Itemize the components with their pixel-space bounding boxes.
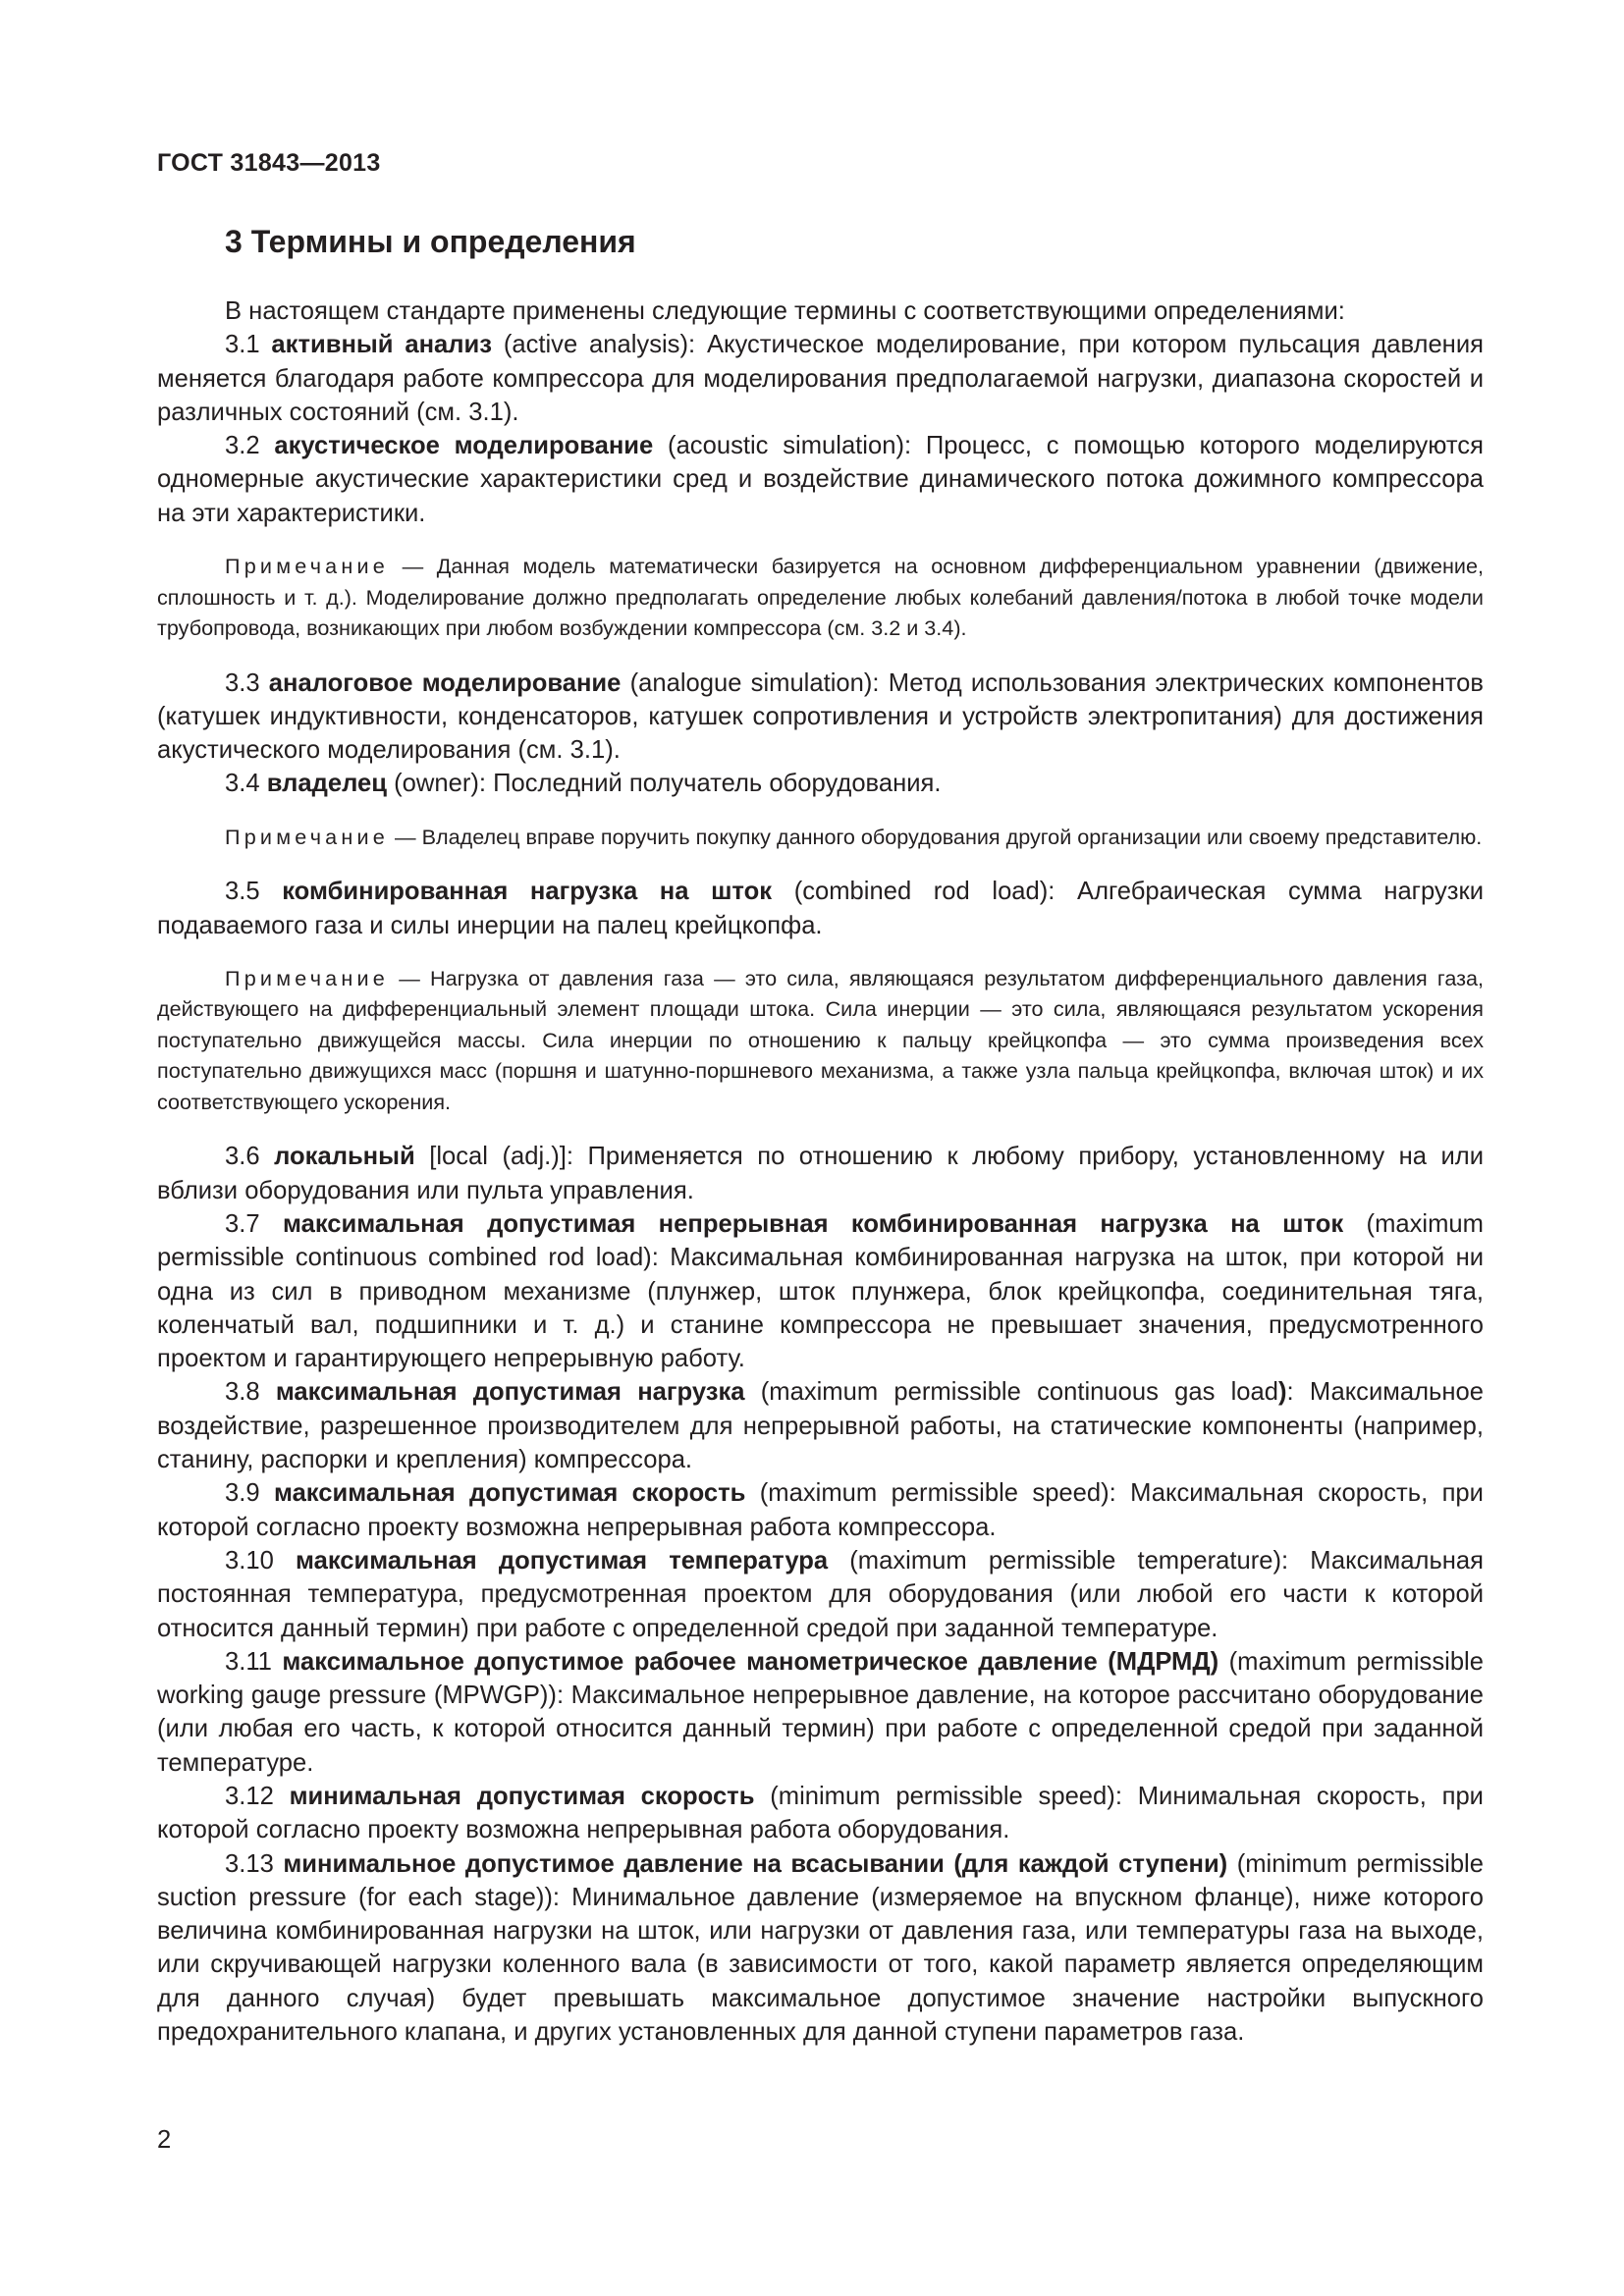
term-definition: : Максимальное воздействие, разрешенное производителем для непрерывной работы, на статические компоненты (например, станину, распорки и крепления) компрессора. bbox=[157, 1378, 1484, 1474]
term-english: (maximum permissible working gauge pressure (MPWGP)) bbox=[157, 1647, 1484, 1710]
term-3-2 bbox=[157, 429, 1484, 530]
term-definition: : Максимальная комбинированная нагрузка на шток, при которой ни одна из сил в приводном механизме (плунжер, шток плунжера, блок крейцкопфа, соединительная тяга, коленчатый вал, подшипники и т. д.) и станине компрессора не превышает значения, предусмотренного проектом и гарантирующего непрерывную работу. bbox=[157, 1244, 1484, 1373]
term-number: 3.8 bbox=[225, 1378, 260, 1407]
term-3-3 bbox=[157, 667, 1484, 768]
section-title: 3 Термины и определения bbox=[225, 224, 636, 259]
term-english: (maximum permissible temperature) bbox=[849, 1546, 1281, 1575]
term-definition: : Процесс, с помощью которого моделируются одномерные акустические характеристики сред и воздействие динамического потока дожимного компрессора на эти характеристики. bbox=[157, 432, 1484, 527]
term-definition: : Алгебраическая сумма нагрузки подаваемого газа и силы инерции на палец крейцкопфа. bbox=[157, 878, 1484, 939]
term-3-6 bbox=[157, 1140, 1484, 1207]
note-label: Примечание bbox=[225, 965, 389, 990]
term-3-10 bbox=[157, 1544, 1484, 1645]
note-2 bbox=[157, 822, 1484, 853]
term-3-9 bbox=[157, 1476, 1484, 1544]
term-3-4 bbox=[157, 767, 1484, 800]
term-english: (analogue simulation) bbox=[629, 668, 873, 697]
term-3-8 bbox=[157, 1375, 1484, 1476]
term-name: максимальная допустимая скорость bbox=[273, 1479, 746, 1508]
term-number: 3.3 bbox=[225, 668, 260, 697]
term-number: 3.1 bbox=[225, 331, 260, 359]
term-name: локальный bbox=[274, 1143, 415, 1171]
term-3-1 bbox=[157, 328, 1484, 429]
term-english: (combined rod load) bbox=[793, 878, 1049, 906]
term-number: 3.2 bbox=[225, 432, 260, 460]
term-english: (maximum permissible continuous combined rod load) bbox=[157, 1209, 1484, 1272]
term-definition: : Минимальная скорость, при которой согласно проекту возможна непрерывная работа оборудования. bbox=[157, 1783, 1484, 1844]
term-name: активный анализ bbox=[271, 331, 492, 359]
term-number: 3.13 bbox=[225, 1849, 274, 1878]
term-3-11 bbox=[157, 1645, 1484, 1780]
term-name: владелец bbox=[266, 770, 387, 798]
term-number: 3.10 bbox=[225, 1546, 274, 1575]
note-text: — Владелец вправе поручить покупку данного оборудования другой организации или своему представителю. bbox=[389, 824, 1483, 849]
term-english: (maximum permissible speed) bbox=[759, 1479, 1110, 1508]
term-english: (maximum permissible continuous gas load bbox=[760, 1378, 1278, 1407]
note-text: — Нагрузка от давления газа — это сила, являющаяся результатом дифференциального давления газа, действующего на дифференциальный элемент площади штока. Сила инерции — это сила, являющаяся результатом ускорения поступательно движущейся массы. Сила инерции по отношению к пальцу крейцкопфа — это сумма произведения всех поступательно движущихся масс (поршня и шатунно-поршневого механизма, а также узла пальца крейцкопфа, включая шток) и их соответствующего ускорения. bbox=[157, 965, 1484, 1114]
term-name: аналоговое моделирование bbox=[268, 668, 622, 697]
standard-code-header: ГОСТ 31843—2013 bbox=[157, 149, 381, 177]
term-definition: : Максимальная скорость, при которой согласно проекту возможна непрерывная работа компрессора. bbox=[157, 1479, 1484, 1541]
term-name: комбинированная нагрузка на шток bbox=[282, 878, 773, 906]
note-text: — Данная модель математически базируется на основном дифференциальном уравнении (движение, сплошность и т. д.). Моделирование должно предполагать определение любых колебаний давления/потока в любой точке модели трубопровода, возникающих при любом возбуждении компрессора (см. 3.2 и 3.4). bbox=[157, 554, 1484, 641]
term-definition: : Применяется по отношению к любому прибору, установленному на или вблизи оборудования или пульта управления. bbox=[157, 1143, 1484, 1204]
document-body bbox=[157, 294, 1484, 2049]
term-definition: : Акустическое моделирование, при котором пульсация давления меняется благодаря работе компрессора для моделирования предполагаемой нагрузки, диапазона скоростей и различных состояний (см. 3.1). bbox=[157, 331, 1484, 426]
term-number: 3.11 bbox=[225, 1647, 272, 1676]
term-number: 3.7 bbox=[225, 1209, 260, 1238]
term-english: (active analysis) bbox=[503, 331, 689, 359]
term-name: акустическое моделирование bbox=[274, 432, 654, 460]
term-3-7 bbox=[157, 1207, 1484, 1375]
term-name: максимальная допустимая нагрузка bbox=[275, 1378, 745, 1407]
term-name: минимальная допустимая скорость bbox=[289, 1783, 755, 1810]
term-definition: : Максимальная постоянная температура, предусмотренная проектом для оборудования (или любой его части к которой относится данный термин) при работе с определенной средой при заданной температуре. bbox=[157, 1546, 1484, 1642]
intro-paragraph: В настоящем стандарте применены следующие термины с соответствующими определениями: bbox=[225, 297, 1345, 325]
note-label: Примечание bbox=[225, 824, 389, 849]
term-number: 3.12 bbox=[225, 1783, 274, 1810]
term-definition: : Минимальное давление (измеряемое на впускном фланце), ниже которого величина комбинированная нагрузки на шток, или нагрузки от давления газа, или температуры газа на выходе, или скручивающей нагрузки коленного вала (в зависимости от того, какой параметр является определяющим для данного случая) будет превышать максимальное допустимое значение настройки выпускного предохранительного клапана, и других установленных для данной ступени параметров газа. bbox=[157, 1883, 1484, 2047]
term-english-close: ) bbox=[1277, 1378, 1287, 1407]
term-definition: : Максимальное непрерывное давление, на которое рассчитано оборудование (или любая его часть, к которой относится данный термин) при работе с определенной средой при заданной температуре. bbox=[157, 1682, 1484, 1777]
term-definition: : Последний получатель оборудования. bbox=[478, 770, 942, 798]
page-number: 2 bbox=[157, 2126, 172, 2154]
term-3-12 bbox=[157, 1780, 1484, 1847]
term-definition: : Метод использования электрических компонентов (катушек индуктивности, конденсаторов, катушек сопротивления и устройств электропитания) для достижения акустического моделирования (см. 3.1). bbox=[157, 668, 1484, 765]
term-name: максимальная допустимая непрерывная комбинированная нагрузка на шток bbox=[282, 1209, 1344, 1238]
term-3-13 bbox=[157, 1847, 1484, 2050]
note-3 bbox=[157, 963, 1484, 1118]
term-number: 3.6 bbox=[225, 1143, 260, 1171]
term-english: [local (adj.)] bbox=[429, 1143, 567, 1171]
term-3-5 bbox=[157, 875, 1484, 942]
term-number: 3.4 bbox=[225, 770, 260, 798]
term-english: (owner) bbox=[394, 770, 479, 798]
term-name: максимальная допустимая температура bbox=[296, 1546, 829, 1575]
term-english: (minimum permissible speed) bbox=[770, 1783, 1115, 1810]
term-name: минимальное допустимое давление на всасывании (для каждой ступени) bbox=[283, 1849, 1228, 1878]
term-number: 3.9 bbox=[225, 1479, 260, 1508]
term-number: 3.5 bbox=[225, 878, 260, 906]
note-1 bbox=[157, 551, 1484, 644]
note-label: Примечание bbox=[225, 554, 389, 579]
term-english: (minimum permissible suction pressure (for each stage)) bbox=[157, 1849, 1484, 1911]
term-name: максимальное допустимое рабочее манометрическое давление (МДРМД) bbox=[282, 1647, 1219, 1676]
term-english: (acoustic simulation) bbox=[668, 432, 904, 460]
